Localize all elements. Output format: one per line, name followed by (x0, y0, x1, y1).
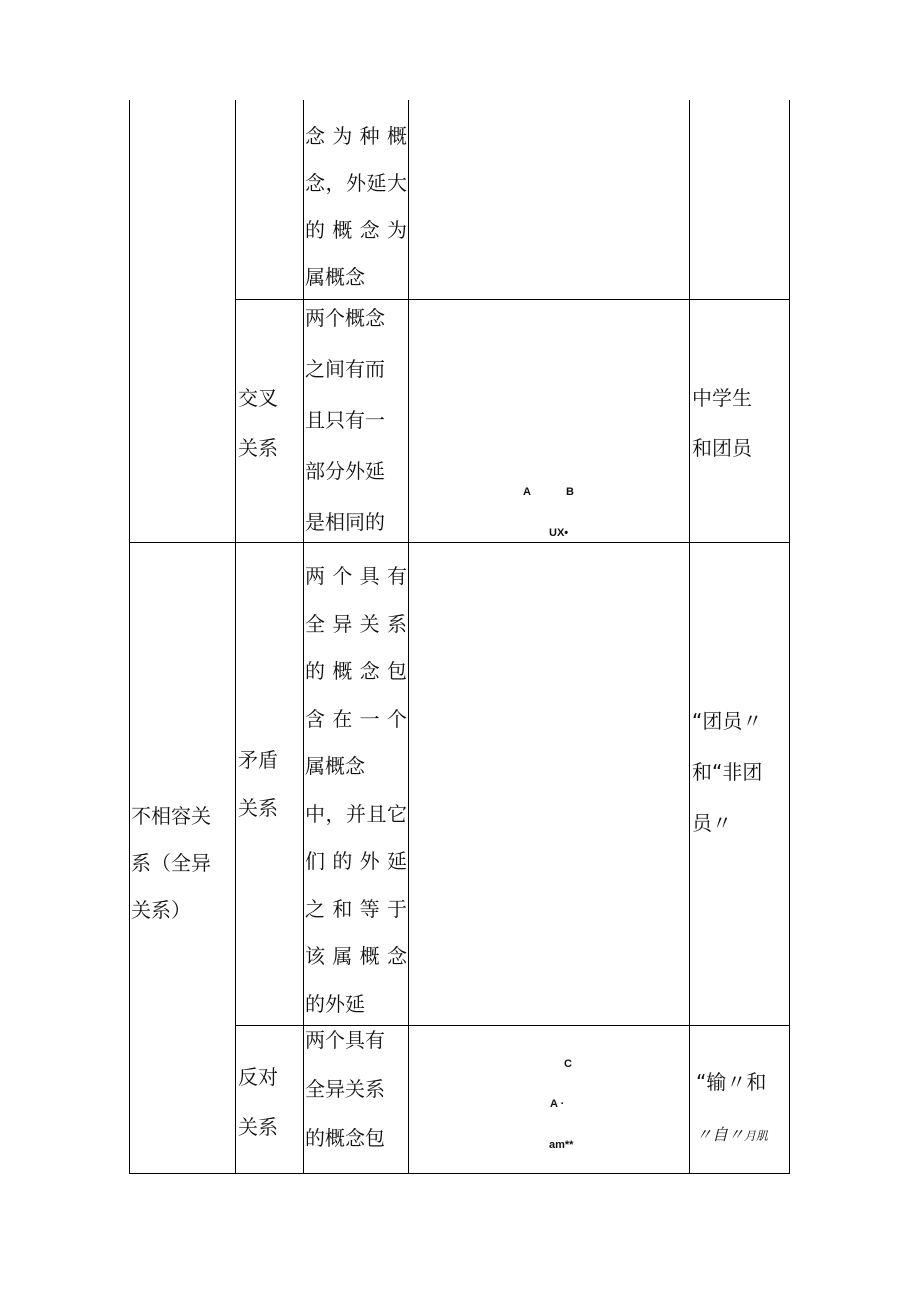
example-line: 和团员 (692, 436, 752, 460)
contradictory-example (692, 696, 787, 849)
definition-line: 念，外延大 (305, 171, 407, 195)
intersection-example (692, 373, 787, 473)
category-line: 系（全异 (131, 851, 211, 875)
definition-line: 属概念 (305, 754, 365, 778)
relation-line: 关系 (238, 436, 278, 460)
definition-line: 全异关系 (305, 1077, 385, 1101)
diagram-label-b: B (566, 486, 574, 498)
definition-line: 的概念包 (305, 1126, 385, 1150)
example-line (696, 1108, 788, 1162)
example-text-small: 月肌 (744, 1129, 769, 1143)
diagram-caption: am** (549, 1139, 574, 1151)
grid-line (129, 542, 790, 543)
contrary-example (696, 1057, 788, 1162)
incompatible-category (131, 793, 233, 934)
grid-line (689, 100, 690, 1174)
grid-line (235, 100, 236, 1174)
relation-line: 关系 (238, 1115, 278, 1139)
example-line: “输〃和 (696, 1070, 767, 1094)
definition-line: 们的外延 (305, 849, 407, 873)
example-text: 〃自〃 (696, 1125, 745, 1144)
relation-line: 交叉 (238, 386, 278, 410)
contradictory-relation-name (238, 736, 300, 832)
definition-line: 属概念 (305, 265, 365, 289)
definition-line: 是相同的 (305, 510, 385, 534)
definition-line: 之和等于 (305, 896, 407, 921)
definition-line: 两个具有 (305, 564, 407, 588)
definition-line: 的概念包 (305, 659, 407, 683)
category-line: 关系） (131, 898, 191, 922)
relation-line: 矛盾 (238, 748, 278, 772)
category-line: 不相容关 (131, 804, 211, 828)
diagram-label-c: C (564, 1058, 572, 1070)
grid-line (129, 1173, 790, 1174)
example-line: 中学生 (692, 386, 752, 410)
diagram-label-a: A (523, 486, 531, 498)
relation-line: 关系 (238, 796, 278, 820)
intersection-definition (305, 293, 407, 548)
diagram-label-a: A · (550, 1098, 565, 1110)
contrary-relation-name (238, 1052, 300, 1152)
diagram-caption: UX• (549, 527, 569, 539)
grid-line (789, 100, 790, 1174)
contradictory-definition (305, 553, 407, 1028)
grid-line (303, 100, 304, 1174)
definition-line: 的外延 (305, 991, 365, 1016)
example-line: 和“非团 (692, 760, 763, 784)
definition-line: 且只有一 (305, 408, 385, 432)
relation-line: 反对 (238, 1065, 278, 1089)
definition-line: 中，并且它 (305, 801, 407, 826)
example-line: “团员〃 (692, 709, 763, 733)
intersection-relation-name (238, 373, 300, 473)
definition-line: 的概念为 (305, 218, 407, 242)
definition-line: 含在一个 (305, 706, 407, 731)
definition-line: 两个概念 (305, 306, 385, 330)
definition-line: 之间有而 (305, 357, 385, 381)
grid-line (129, 100, 130, 1174)
contrary-definition (305, 1016, 407, 1163)
grid-line (408, 100, 409, 1174)
definition-line: 全异关系 (305, 611, 407, 636)
subordinate-definition (305, 113, 407, 301)
definition-line: 两个具有 (305, 1028, 385, 1052)
example-line: 员〃 (692, 811, 732, 835)
definition-line: 念为种概 (305, 124, 407, 148)
definition-line: 该属概念 (305, 944, 407, 968)
definition-line: 部分外延 (305, 459, 385, 483)
